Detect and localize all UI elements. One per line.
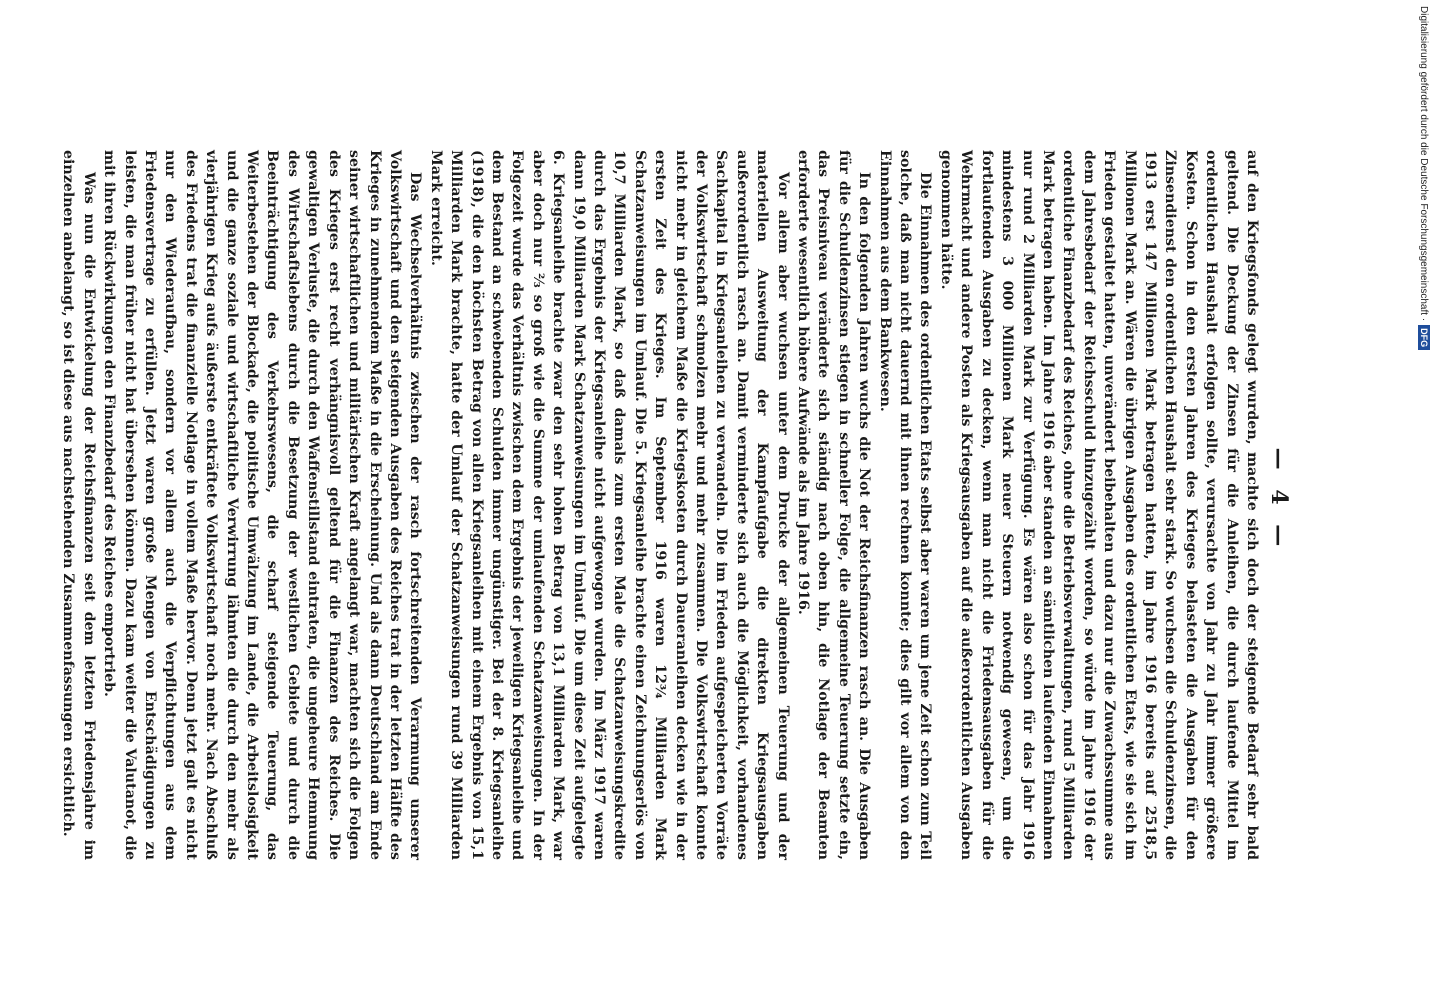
dfg-logo: DFG <box>1418 325 1430 350</box>
paragraph: In den folgenden Jahren wuchs die Not der Reichsfinanzen rasch an. Die Ausgaben für die Schuldenzinsen stiegen in schneller Folge, die allgemeine Teuerung setzte ein, das Preisniveau veränderte sich ständig nach oben hin, die Notlage der Beamten erforderte wesentlich höhere Aufwände als im Jahre 1916. <box>795 150 873 860</box>
scanned-page <box>60 0 1300 1000</box>
paragraph: Vor allem aber wuchsen unter dem Drucke der allgemeinen Teuerung und der materiellen Ausweitung der Kampfaufgabe die direkten Kriegsausgaben außerordentlich rasch an. Damit verminderte sich auch die Möglichkeit, vorhandenes Sachkapital in Kriegsanleihen zu verwandeln. Die im Frieden aufgespeicherten Vorräte der Volkswirtschaft schmolzen mehr und mehr zusammen. Die Volkswirtschaft konnte nicht mehr in gleichem Maße die Kriegskosten durch Daueranleihen decken wie in der ersten Zeit des Krieges. Im September 1916 waren 12¾ Milliarden Mark Schatzanweisungen im Umlauf. Die 5. Kriegsanleihe brachte einen Zeichnungserlös von 10,7 Milliarden Mark, so daß damals zum ersten Male die Schatzanweisungskredite durch das Ergebnis der Kriegsanleihe nicht aufgewogen wurden. Im März 1917 waren dann 19,0 Milliarden Mark Schatzanweisungen im Umlauf. Die um diese Zeit aufgelegte 6. Kriegsanleihe brachte zwar den sehr hohen Betrag von 13,1 Milliarden Mark, war aber doch nur ⅔ so groß wie die Summe der umlaufenden Schatzanweisungen. In der Folgezeit wurde das Verhältnis zwischen dem Ergebnis der jeweiligen Kriegsanleihe und dem Bestand an schwebenden Schulden immer ungünstiger. Bei der 8. Kriegsanleihe (1918), die den höchsten Betrag von allen Kriegsanleihen mit einem Ergebnis von 15,1 Milliarden Mark brachte, hatte der Umlauf der Schatzanweisungen rund 39 Milliarden Mark erreicht. <box>427 150 791 860</box>
paragraph: Das Wechselverhältnis zwischen der rasch fortschreitenden Verarmung unserer Volkswirtschaft und den steigenden Ausgaben des Reiches trat in der letzten Hälfte des Krieges in zunehmendem Maße in die Erscheinung. Und als dann Deutschland am Ende seiner wirtschaftlichen und militärischen Kraft angelangt war, machten sich die Folgen des Krieges erst recht verhängnisvoll geltend für die Finanzen des Reiches. Die gewaltigen Verluste, die durch den Waffenstillstand eintraten, die ungeheure Hemmung des Wirtschaftslebens durch die Besetzung der westlichen Gebiete und durch die Beeinträchtigung des Verkehrswesens, die scharf steigende Teuerung, das Weiterbestehen der Blockade, die politische Umwälzung im Lande, die Arbeitslosigkeit und die ganze soziale und wirtschaftliche Verwirrung lähmten die durch den mehr als vierjährigen Krieg aufs äußerste entkräftete Volkswirtschaft noch mehr. Nach Abschluß des Friedens trat die finanzielle Notlage in vollem Maße hervor. Denn jetzt galt es nicht nur den Wiederaufbau, sondern vor allem auch die Verpflichtungen aus dem Friedensvertrage zu erfüllen. Jetzt waren große Mengen von Entschädigungen zu leisten, die man früher nicht hat übersehen können. Dazu kam weiter die Valutanot, die mit ihren Rückwirkungen den Finanzbedarf des Reiches emportrieb. <box>101 150 424 860</box>
digitization-credit <box>1415 6 1433 406</box>
page-number: — 4 — <box>1266 447 1292 553</box>
credit-text: Digitalisierung gefördert durch die Deutsche Forschungsgemeinschaft · <box>1418 6 1430 322</box>
body-text <box>58 150 1262 860</box>
paragraph: auf den Kriegsfonds gelegt wurden, machte sich doch der steigende Bedarf sehr bald geltend. Die Deckung der Zinsen für die Anleihen, die durch laufende Mittel im ordentlichen Haushalt erfolgen sollte, verursachte von Jahr zu Jahr immer größere Kosten. Schon in den ersten Jahren des Krieges belasteten die Ausgaben für den Zinsendienst den ordentlichen Haushalt sehr stark. So wuchsen die Schuldenzinsen, die 1913 erst 147 Millionen Mark betragen hatten, im Jahre 1916 bereits auf 2518,5 Millionen Mark an. Wären die übrigen Ausgaben des ordentlichen Etats, wie sie sich im Frieden gestaltet hatten, unverändert beibehalten und dazu nur die Zuwachssumme aus dem Jahresbedarf der Reichsschuld hinzugezählt worden, so würde im Jahre 1916 der ordentliche Finanzbedarf des Reiches, ohne die Betriebsverwaltungen, rund 5 Milliarden Mark betragen haben. Im Jahre 1916 aber standen an sämtlichen laufenden Einnahmen nur rund 2 Milliarden Mark zur Verfügung. Es wären also schon für das Jahr 1916 mindestens 3 000 Millionen Mark neuer Steuern notwendig gewesen, um die fortlaufenden Ausgaben zu decken, wenn man nicht die Friedensausgaben für die Wehrmacht und andere Posten als Kriegsausgaben auf die außerordentlichen Ausgaben genommen hätte. <box>937 150 1260 860</box>
paragraph: Was nun die Entwickelung der Reichsfinanzen seit dem letzten Friedensjahre im einzelnen anbelangt, so ist diese aus nachstehenden Zusammenfassungen ersichtlich. <box>60 150 97 860</box>
paragraph: Die Einnahmen des ordentlichen Etats selbst aber waren um jene Zeit schon zum Teil solche, daß man nicht dauernd mit ihnen rechnen konnte; dies gilt vor allem von den Einnahmen aus dem Bankwesen. <box>876 150 934 860</box>
